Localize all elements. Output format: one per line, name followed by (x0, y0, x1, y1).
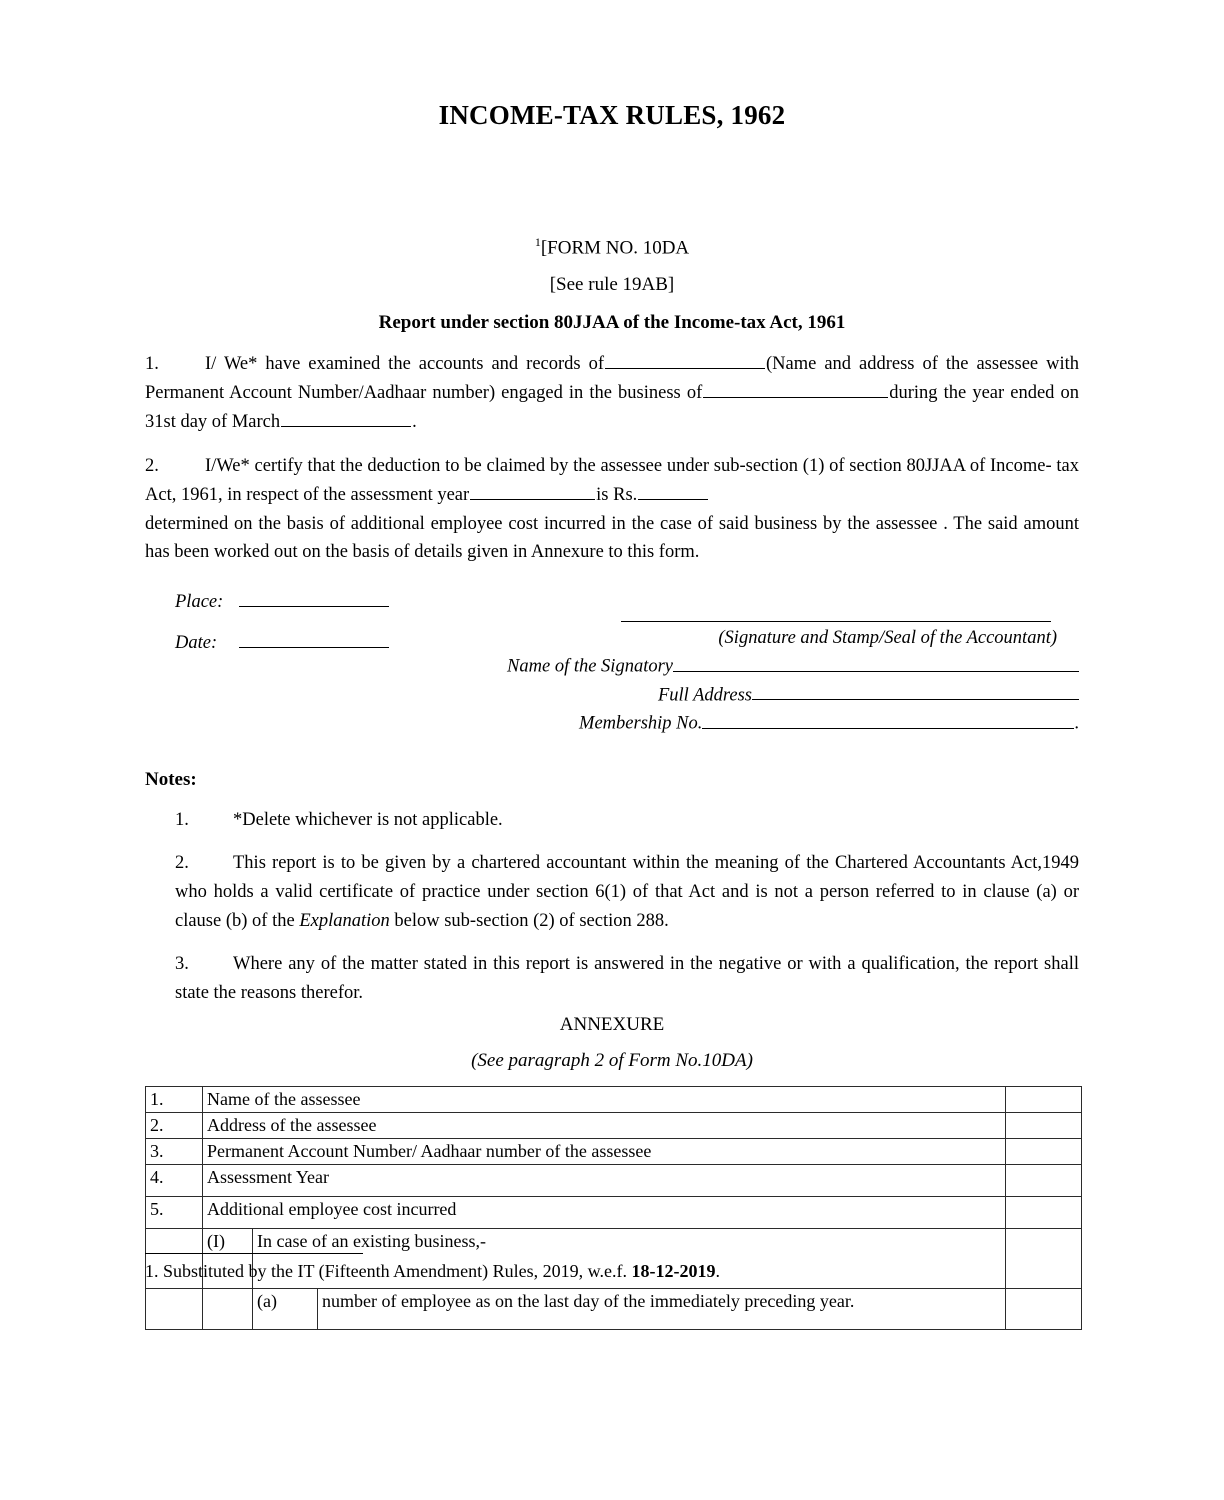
row-6-roman: (I) (203, 1228, 253, 1288)
year-ended-blank[interactable] (281, 408, 411, 427)
note-1-text: *Delete whichever is not applicable. (233, 809, 503, 830)
assessee-name-blank[interactable] (605, 351, 765, 370)
signature-caption: (Signature and Stamp/Seal of the Accountant) (718, 628, 1057, 649)
row-3-label: Permanent Account Number/ Aadhaar number of the assessee (203, 1138, 1006, 1164)
row-7-sn (146, 1288, 203, 1329)
row-4-value[interactable] (1006, 1164, 1082, 1196)
row-3-value[interactable] (1006, 1138, 1082, 1164)
row-7-value[interactable] (1006, 1288, 1082, 1329)
table-row (146, 1164, 1082, 1196)
footnote-text-a: 1. Substituted by the IT (Fifteenth Amendment) Rules, 2019, w.e.f. (145, 1261, 632, 1281)
form-heading-block (145, 236, 1079, 334)
row-5-sn: 5. (146, 1196, 203, 1228)
row-5-label: Additional employee cost incurred (203, 1196, 1006, 1228)
row-7-roman (203, 1288, 253, 1329)
table-row (146, 1138, 1082, 1164)
paragraph-1-text-b: (Name and address of the assessee with Permanent Account Number/Aadhaar number) engaged in the business of (145, 354, 1079, 403)
note-1-number: 1. (175, 809, 189, 830)
full-address-row (145, 682, 1079, 707)
paragraph-2-text-b: is Rs. (596, 484, 638, 505)
row-7-alpha: (a) (253, 1288, 318, 1329)
row-6-label: In case of an existing business,- (253, 1228, 1006, 1288)
paragraph-1 (145, 350, 1079, 436)
paragraph-2-continued: determined on the basis of additional employee cost incurred in the case of said business by the assessee . The said amount has been worked out on the basis of details given in Annexure to this form. (145, 513, 1079, 563)
paragraph-2 (145, 452, 1079, 509)
paragraph-1-text-a: I/ We* have examined the accounts and records of (205, 354, 605, 375)
paragraph-1-text-d: . (412, 411, 417, 432)
amount-blank[interactable] (638, 481, 708, 500)
footnote-block (145, 1253, 1045, 1282)
signature-block (145, 589, 1079, 735)
note-3-number: 3. (175, 954, 189, 975)
paragraph-2-number: 2. (145, 456, 159, 477)
row-2-value[interactable] (1006, 1112, 1082, 1138)
row-3-sn: 3. (146, 1138, 203, 1164)
assessment-year-blank[interactable] (470, 481, 595, 500)
see-rule-line: [See rule 19AB] (549, 274, 675, 296)
date-input[interactable] (239, 629, 389, 648)
footnote-text (145, 1261, 1045, 1282)
table-row (146, 1288, 1082, 1329)
note-item-3 (145, 950, 1079, 1007)
page-title: INCOME-TAX RULES, 1962 (438, 100, 786, 130)
row-7-label: number of employee as on the last day of the immediately preceding year. (318, 1288, 1006, 1329)
signatory-name-label: Name of the Signatory (507, 656, 673, 677)
place-input[interactable] (239, 589, 389, 608)
paragraph-1-number: 1. (145, 354, 159, 375)
row-5-value[interactable] (1006, 1196, 1082, 1228)
page-content (145, 0, 1079, 1330)
note-3-text: Where any of the matter stated in this report is answered in the negative or with a qualification, the report shall state the reasons therefor. (175, 954, 1079, 1004)
place-label: Place: (175, 592, 224, 613)
paragraph-1-text-c: during the year ended on 31st day of March (145, 382, 1079, 432)
table-row (146, 1086, 1082, 1112)
notes-heading: Notes: (145, 768, 197, 790)
row-4-sn: 4. (146, 1164, 203, 1196)
membership-trailing-dot: . (1074, 713, 1079, 734)
note-item-1 (145, 806, 1079, 835)
note-2-italic-term: Explanation (299, 910, 390, 931)
note-2-number: 2. (175, 853, 189, 874)
note-item-2 (145, 849, 1079, 935)
signatory-name-row (145, 653, 1079, 678)
business-blank[interactable] (703, 379, 888, 398)
annexure-subheading: (See paragraph 2 of Form No.10DA) (471, 1049, 753, 1071)
row-4-label: Assessment Year (203, 1164, 1006, 1196)
row-2-sn: 2. (146, 1112, 203, 1138)
membership-no-input[interactable] (702, 710, 1074, 729)
row-1-value[interactable] (1006, 1086, 1082, 1112)
date-label: Date: (175, 633, 218, 654)
signature-line[interactable] (621, 620, 1051, 622)
table-row (146, 1196, 1082, 1228)
footnote-date: 18-12-2019 (631, 1261, 716, 1281)
place-row (175, 589, 1079, 614)
note-2-text-a: This report is to be given by a chartered accountant within the meaning of the Chartered Accountants Act,1949 who holds a valid certificate of practice under section 6(1) of that Act and is not a person referred to in clause (a) or clause (b) of the (175, 853, 1079, 931)
form-number-line (145, 236, 1079, 259)
membership-no-label: Membership No. (579, 713, 703, 734)
footnote-marker: 1 (534, 235, 541, 249)
paragraph-2-text-a: I/We* certify that the deduction to be claimed by the assessee under sub-section (1) of section 80JJAA of Income- tax Act, 1961, in respect of the assessment year (145, 456, 1079, 505)
footnote-text-b: . (715, 1261, 720, 1281)
full-address-input[interactable] (752, 682, 1079, 701)
row-1-sn: 1. (146, 1086, 203, 1112)
row-1-label: Name of the assessee (203, 1086, 1006, 1112)
annexure-heading: ANNEXURE (559, 1013, 665, 1035)
table-row (146, 1112, 1082, 1138)
annexure-table (145, 1086, 1082, 1330)
note-2-text-b: below sub-section (2) of section 288. (389, 910, 669, 931)
row-2-label: Address of the assessee (203, 1112, 1006, 1138)
form-number-text: [FORM NO. 10DA (540, 237, 690, 259)
full-address-label: Full Address (657, 685, 752, 706)
membership-no-row (145, 710, 1079, 735)
footnote-separator (145, 1253, 363, 1254)
report-heading: Report under section 80JJAA of the Income-tax Act, 1961 (378, 312, 846, 334)
signatory-name-input[interactable] (673, 653, 1079, 672)
